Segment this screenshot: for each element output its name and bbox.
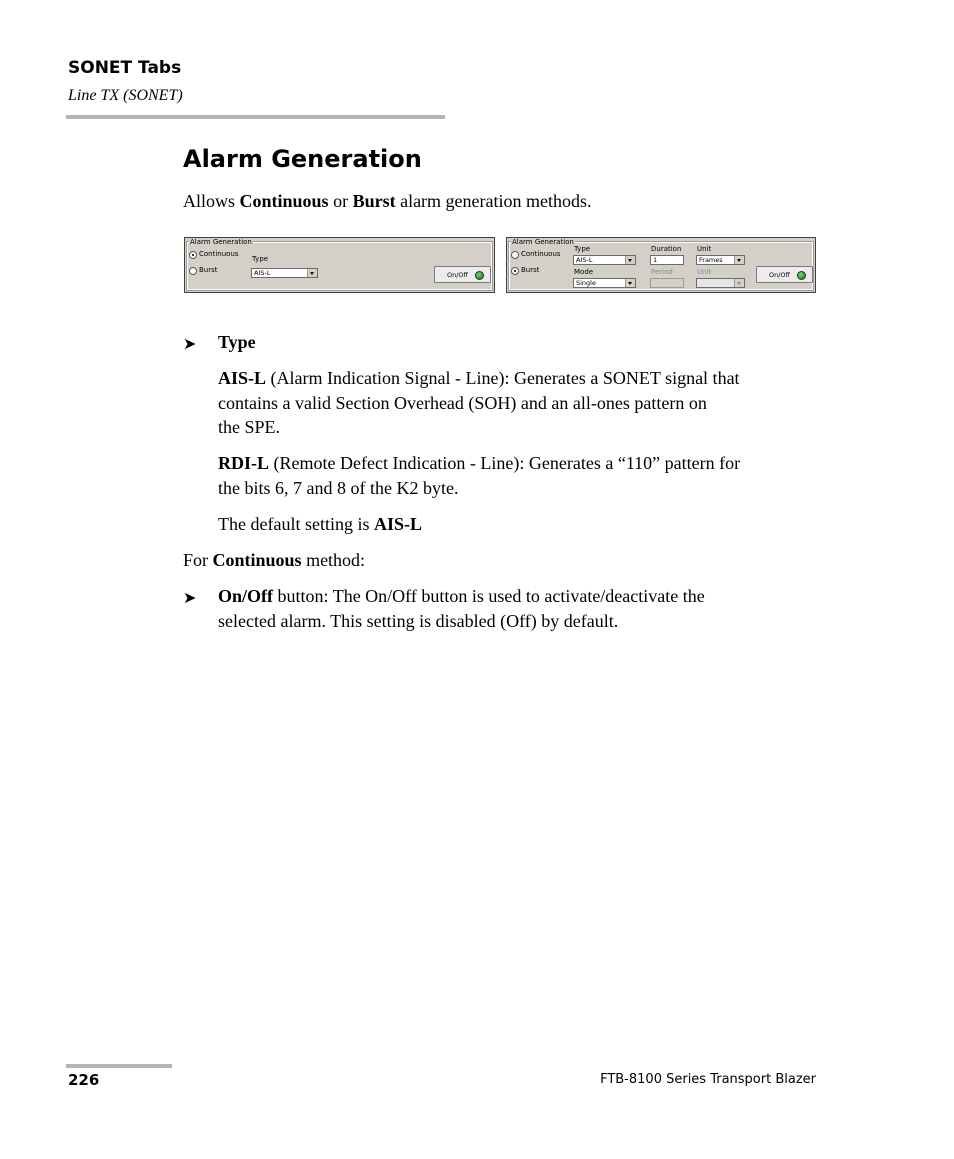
type-select-value: AIS-L [576, 256, 593, 264]
status-led-icon [475, 271, 484, 280]
chevron-down-icon [734, 256, 744, 264]
footer-rule [66, 1064, 172, 1068]
default-value: AIS-L [373, 514, 422, 534]
on-off-button[interactable] [756, 266, 813, 283]
ais-line-1: (Alarm Indication Signal - Line): Generates a SONET signal that [266, 368, 740, 388]
intro-text-3: alarm generation methods. [395, 191, 592, 211]
panel-legend: Alarm Generation [512, 238, 574, 246]
rdi-term: RDI-L [218, 453, 270, 473]
section-header: SONET Tabs [68, 58, 182, 78]
period-label: Period [651, 268, 673, 276]
alarm-generation-panel-burst [506, 237, 816, 293]
type-select[interactable] [251, 268, 318, 278]
ais-line-2: contains a valid Section Overhead (SOH) and an all-ones pattern on [218, 392, 707, 413]
onoff-line-2: selected alarm. This setting is disabled (Off) by default. [218, 610, 619, 631]
onoff-paragraph [218, 584, 705, 633]
page-title: Alarm Generation [183, 145, 422, 173]
type-select[interactable] [573, 255, 636, 265]
bullet-arrow-icon: ➤ [183, 336, 197, 353]
subsection-header: Line TX (SONET) [68, 87, 183, 104]
method-text: method: [301, 550, 366, 570]
default-setting-paragraph [218, 512, 422, 537]
radio-continuous-label: Continuous [199, 250, 239, 258]
bullet-arrow-icon: ➤ [183, 590, 197, 607]
radio-burst-label: Burst [199, 266, 218, 274]
on-off-button[interactable] [434, 266, 491, 283]
default-text: The default setting is [218, 514, 374, 534]
chevron-down-icon [307, 269, 317, 277]
intro-bold-burst: Burst [352, 191, 396, 211]
continuous-method-paragraph [183, 548, 365, 573]
rdi-line-2: the bits 6, 7 and 8 of the K2 byte. [218, 477, 459, 498]
duration-label: Duration [651, 245, 682, 253]
onoff-term: On/Off [218, 586, 274, 606]
intro-paragraph [183, 189, 592, 214]
ais-paragraph [218, 366, 740, 440]
mode-select-value: Single [576, 279, 596, 287]
panel-legend: Alarm Generation [190, 238, 252, 246]
onoff-line-1: button: The On/Off button is used to activate/deactivate the [273, 586, 705, 606]
radio-continuous-label: Continuous [521, 250, 561, 258]
unit-select-value: Frames [699, 256, 723, 264]
on-off-button-label: On/Off [447, 271, 469, 279]
type-heading-text: Type [218, 332, 256, 352]
radio-burst[interactable] [189, 267, 197, 275]
duration-input[interactable]: 1 [650, 255, 684, 265]
chevron-down-icon [734, 279, 744, 287]
header-rule [66, 115, 445, 119]
period-input[interactable] [650, 278, 684, 288]
page-number: 226 [68, 1071, 100, 1089]
for-text: For [183, 550, 213, 570]
mode-select[interactable] [573, 278, 636, 288]
period-unit-select[interactable] [696, 278, 745, 288]
intro-bold-continuous: Continuous [239, 191, 329, 211]
rdi-line-1: (Remote Defect Indication - Line): Generates a “110” pattern for [269, 453, 741, 473]
unit-label: Unit [697, 245, 712, 253]
radio-burst-label: Burst [521, 266, 540, 274]
unit-select[interactable] [696, 255, 745, 265]
type-heading [218, 330, 256, 355]
radio-burst[interactable] [511, 267, 519, 275]
chevron-down-icon [625, 279, 635, 287]
alarm-generation-panel-continuous [184, 237, 495, 293]
status-led-icon [797, 271, 806, 280]
intro-text-1: Allows [183, 191, 240, 211]
type-label: Type [252, 255, 269, 263]
ais-line-3: the SPE. [218, 417, 281, 437]
chevron-down-icon [625, 256, 635, 264]
on-off-button-label: On/Off [769, 271, 791, 279]
ais-term: AIS-L [218, 368, 267, 388]
period-unit-label: Unit [697, 268, 712, 276]
continuous-term: Continuous [212, 550, 302, 570]
intro-text-2: or [328, 191, 353, 211]
type-select-value: AIS-L [254, 269, 271, 277]
radio-continuous[interactable] [189, 251, 197, 259]
mode-label: Mode [574, 268, 594, 276]
document-title: FTB-8100 Series Transport Blazer [600, 1072, 816, 1087]
type-label: Type [574, 245, 591, 253]
radio-continuous[interactable] [511, 251, 519, 259]
rdi-paragraph [218, 451, 740, 500]
